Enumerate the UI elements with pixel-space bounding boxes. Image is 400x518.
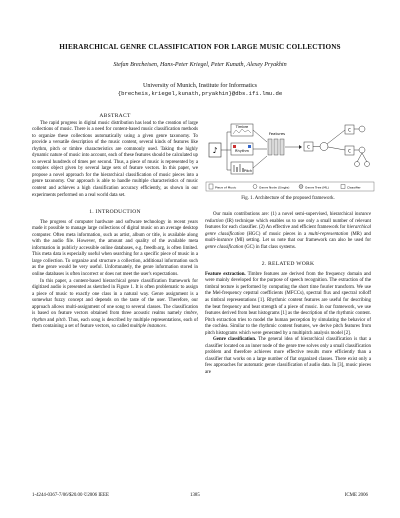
features-label: Features [268, 131, 286, 136]
contributions-paragraph: Our main contributions are: (1) a novel semi-supervised, hierarchical instance reduction (IR) technique which enables us to use only a small number of relevant features for each classifier. (2) An effective and efficient framework for hierarchical genre classification (HGC) of music pieces in a multi-representation (MR) and multi-instance (MI) setting. Let us note that our framework can also be used for genre classification (GC) in flat class systems. [205, 212, 372, 250]
feature-extraction-paragraph: Feature extraction. Timbre features are derived from the frequency domain and were mainly developed for the purpose of speech recognition. The extraction of the timbral texture is performed by computing the short time fourier transform. We use the Mel-frequency cepstral coefficients (MFCCs), spectral flux and spectral rolloff as timbral representations [1]. Rhythmic content features are useful for describing the beat frequency and beat strength of a piece of music. In our framework, we use features derived from beat histograms [1] as the description of the rhythmic content. Pitch extraction tries to model the human perception by simulating the behavior of the cochlea. Similar to the rhythmic content features, we derive pitch features from pitch histograms which were generated by a multipitch analysis model [2]. [205, 271, 371, 336]
affiliation-institution: University of Munich, Institute for Informatics [142, 83, 258, 89]
figure-legend [206, 182, 374, 191]
rhythm-label: Rhythm [234, 149, 250, 153]
svg-text:Classifier: Classifier [347, 185, 361, 190]
svg-text:♪: ♪ [212, 146, 218, 155]
music-piece-icon [209, 143, 221, 157]
footer-copyright: 1-4244-0367-7/06/$20.00 ©2006 IEEE [32, 493, 109, 498]
svg-text:Genre Tree (ML): Genre Tree (ML) [305, 185, 329, 190]
affiliation-email: {brecheis,kriegel,kunath,pryakhin}@dbs.ifi.lmu.de [117, 90, 283, 97]
related-work-heading: 2. RELATED WORK [261, 261, 315, 268]
pitch-box [231, 162, 253, 174]
architecture-figure [205, 118, 375, 193]
svg-text:C: C [348, 127, 351, 133]
intro-heading: 1. INTRODUCTION [89, 209, 141, 216]
intro-paragraph-2: In this paper, a content-based hierarchical genre classification framework for digitized audio is presented as sketched in Figure 1. It is often problematic to assign a piece of music to exactly one class in a natural way. Genre assignment is a somewhat fuzzy concept and depends on the taste of the user. Therefore, our approach allows multi-assignment of one song to several classes. The classification is based on feature vectors obtained from three acoustic realms namely timbre, rhythm and pitch. Thus, each song is described by multiple representations, each of them containing a set of feature vectors, so called multiple instances. [32, 278, 198, 330]
pitch-label: Pitch [243, 169, 253, 173]
intro-paragraph-1: The progress of computer hardware and software technology in recent years made it possible to manage large collections of digital music on an average desktop computer. Often meta information, such as artist, album or title, is available along with the audio file. However, the amount and quality of the available meta information in publicly accessible online databases, e.g. freedb.org, is often limited. This meta data is especially useful when searching for a specific piece of music in a large collection. To organize and structure a collection, additional information such as the genre would be very useful. Unfortunately, the genre information stored in online databases is often incorrect or does not meet the user's expectations. [32, 219, 198, 278]
abstract-heading: ABSTRACT [99, 113, 131, 119]
genre-classification-paragraph: Genre classification. The general idea of hierarchical classification is that a classifier located on an inner node of the genre tree solves only a small classification problem and therefore achieves more effective results more efficiently than a classifier that works on a large number of flat organized classes. There exist only a few approaches for automatic genre classification of audio data. In [3], music pieces are [205, 337, 371, 376]
page-number: 1385 [190, 493, 200, 498]
timbre-label: Timbre [235, 125, 249, 129]
abstract-text: The rapid progress in digital music distribution has lead to the creation of large collections of music. There is a need for content-based music classification methods to organize these collections automatically using a given genre taxonomy. To provide a versatile description of the music content, several kinds of features like rhythm, pitch or timbre characteristics are commonly used. Taking the highly dynamic nature of music into account, each of these features should be calculated up to several hundreds of times per second. Thus, a piece of music is represented by a complex object given by several large sets of feature vectors. In this paper, we propose a novel approach for the hierarchical classification of music pieces into a genre taxonomy. Our approach is able to handle multiple characteristics of music content and achieves a high classification accuracy efficiently, as shown in our experiments performed on a real world data set. [32, 120, 198, 198]
author-list: Stefan Brecheisen, Hans-Peter Kriegel, Peter Kunath, Alexey Pryakhin [113, 62, 287, 68]
left-column [32, 113, 198, 331]
genre-tree [304, 125, 370, 167]
svg-text:Piece of Music: Piece of Music [215, 185, 237, 190]
svg-text:C: C [348, 148, 351, 154]
conference-name: ICME 2006 [344, 493, 368, 498]
timbre-box [231, 124, 253, 136]
figure-caption: Fig. 1. Architecture of the proposed framework. [241, 196, 335, 201]
paper-title: HIERARCHICAL GENRE CLASSIFICATION FOR LARGE MUSIC COLLECTIONS [59, 43, 341, 51]
rhythm-box [231, 143, 253, 155]
svg-text:Genre Node (Single): Genre Node (Single) [259, 185, 290, 190]
svg-text:C: C [307, 144, 310, 150]
right-column [205, 212, 371, 377]
affiliation [20, 82, 380, 98]
feature-vectors [268, 131, 285, 155]
